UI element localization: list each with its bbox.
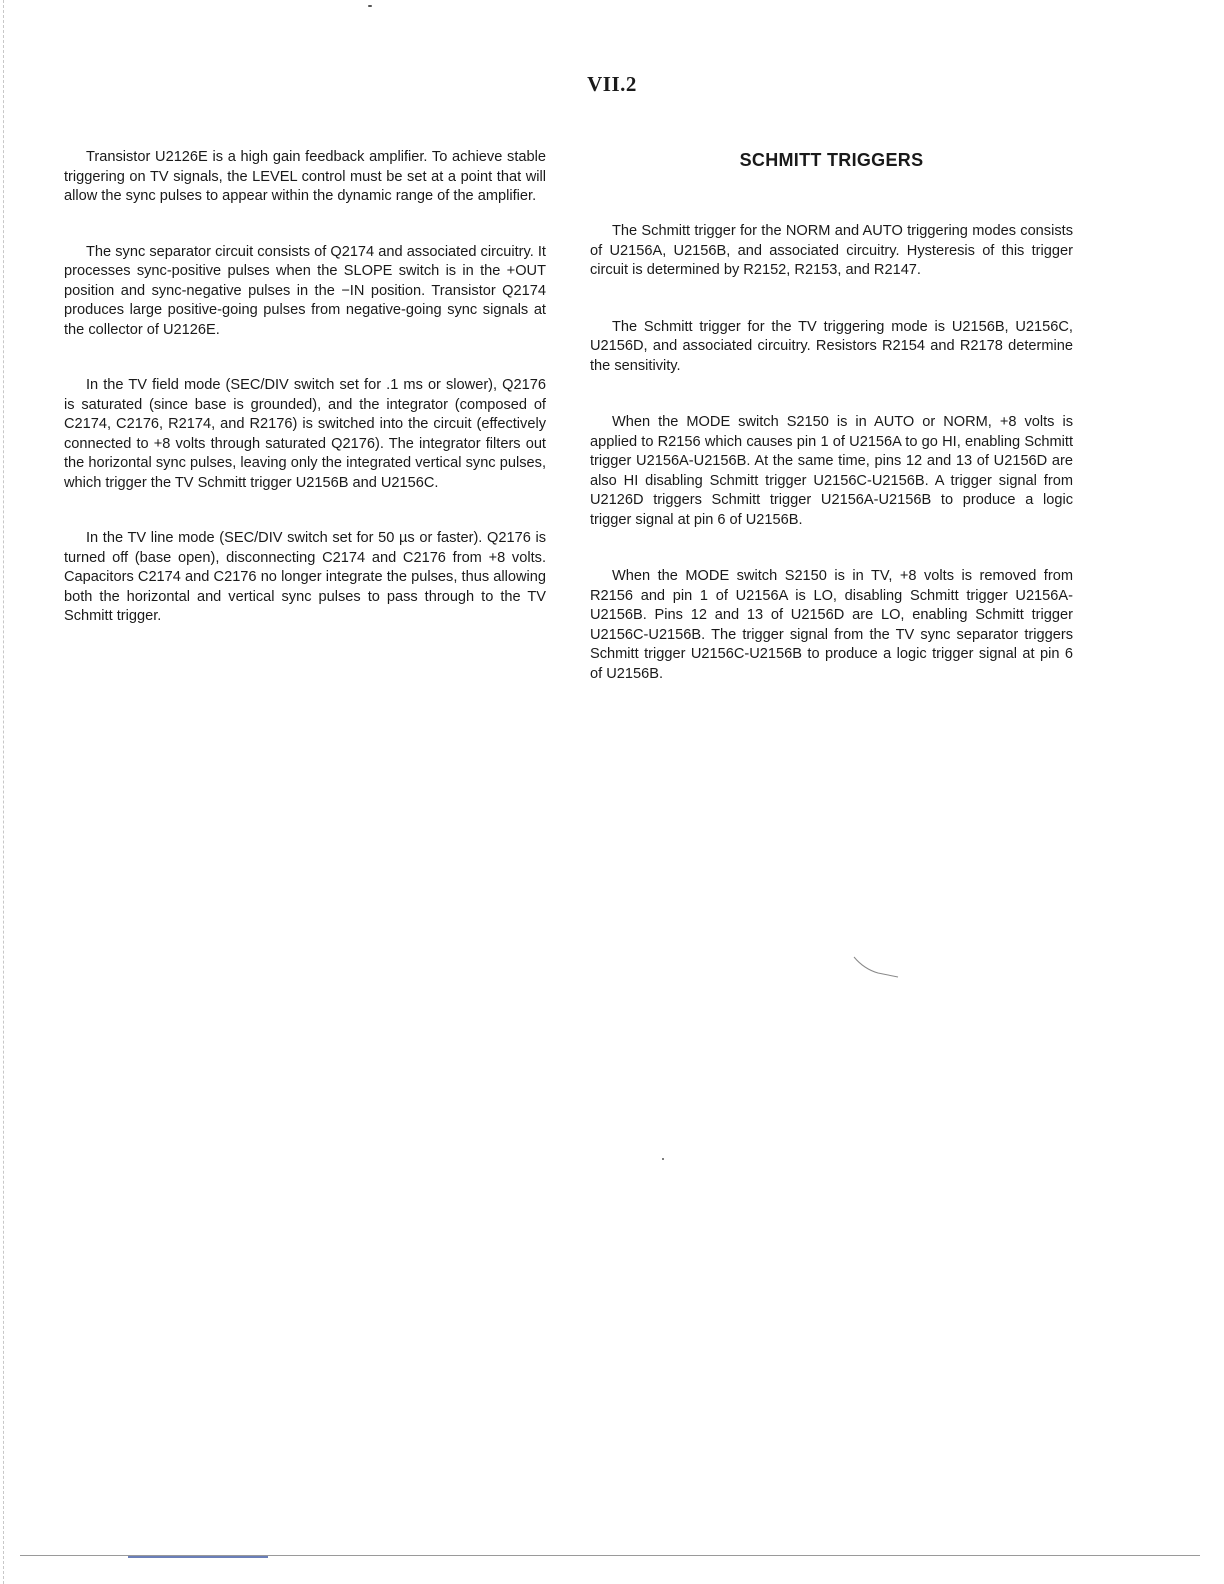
scan-edge-mark	[3, 0, 5, 1584]
paragraph-tv-field-mode: In the TV field mode (SEC/DIV switch set for .1 ms or slower), Q2176 is saturated (since base is grounded), and the integrator (composed of C2174, C2176, R2174, and R2176) is switched into the circuit (effectively connected to +8 volts through saturated Q2176). The integrator filters out the horizontal sync pulses, leaving only the integrated vertical sync pulses, which trigger the TV Schmitt trigger U2156B and U2156C.	[64, 377, 546, 491]
paragraph-tv-trigger: The Schmitt trigger for the TV triggering mode is U2156B, U2156C, U2156D, and associated circuitry. Resistors R2154 and R2178 determine the sensitivity.	[590, 318, 1073, 374]
paragraph-tv-line-mode: In the TV line mode (SEC/DIV switch set for 50 µs or faster). Q2176 is turned off (base open), disconnecting C2174 and C2176 from +8 volts. Capacitors C2174 and C2176 no longer integrate the pulses, thus allowing both the horizontal and vertical sync pulses to pass through to the TV Schmitt trigger.	[64, 530, 546, 624]
paragraph-level-control: Transistor U2126E is a high gain feedback amplifier. To achieve stable triggering on TV signals, the LEVEL control must be set at a point that will allow the sync pulses to appear within the dynamic range of the amplifier.	[64, 149, 546, 204]
scan-bottom-mark	[128, 1556, 268, 1558]
scan-speck	[662, 1158, 664, 1160]
scan-artifact-stroke	[850, 955, 910, 985]
right-column	[590, 148, 1073, 684]
paragraph-mode-auto-norm: When the MODE switch S2150 is in AUTO or NORM, +8 volts is applied to R2156 which causes pin 1 of U2156A to go HI, enabling Schmitt trigger U2156A-U2156B. At the same time, pins 12 and 13 of U2156D are also HI disabling Schmitt trigger U2156C-U2156B. A trigger signal from U2126D triggers Schmitt trigger U2156A-U2156B to produce a logic trigger signal at pin 6 of U2156B.	[590, 414, 1073, 528]
section-heading: SCHMITT TRIGGERS	[739, 150, 924, 170]
left-column	[64, 148, 546, 627]
paragraph-sync-separator: The sync separator circuit consists of Q2174 and associated circuitry. It processes sync-positive pulses when the SLOPE switch is in the +OUT position and sync-negative pulses in the −IN position. Transistor Q2174 produces large positive-going pulses from negative-going sync signals at the collector of U2126E.	[64, 243, 546, 338]
paragraph-mode-tv: When the MODE switch S2150 is in TV, +8 volts is removed from R2156 and pin 1 of U2156A is LO, disabling Schmitt trigger U2156A-U2156B. Pins 12 and 13 of U2156D are LO, enabling Schmitt trigger U2156C-U2156B. The trigger signal from the TV sync separator triggers Schmitt trigger U2156C-U2156B to produce a logic trigger signal at pin 6 of U2156B.	[590, 568, 1073, 682]
paragraph-norm-auto-trigger: The Schmitt trigger for the NORM and AUTO triggering modes consists of U2156A, U2156B, and associated circuitry. Hysteresis of this trigger circuit is determined by R2152, R2153, and R2147.	[590, 223, 1073, 278]
scan-speck	[368, 5, 372, 7]
page-number: VII.2	[587, 72, 637, 96]
